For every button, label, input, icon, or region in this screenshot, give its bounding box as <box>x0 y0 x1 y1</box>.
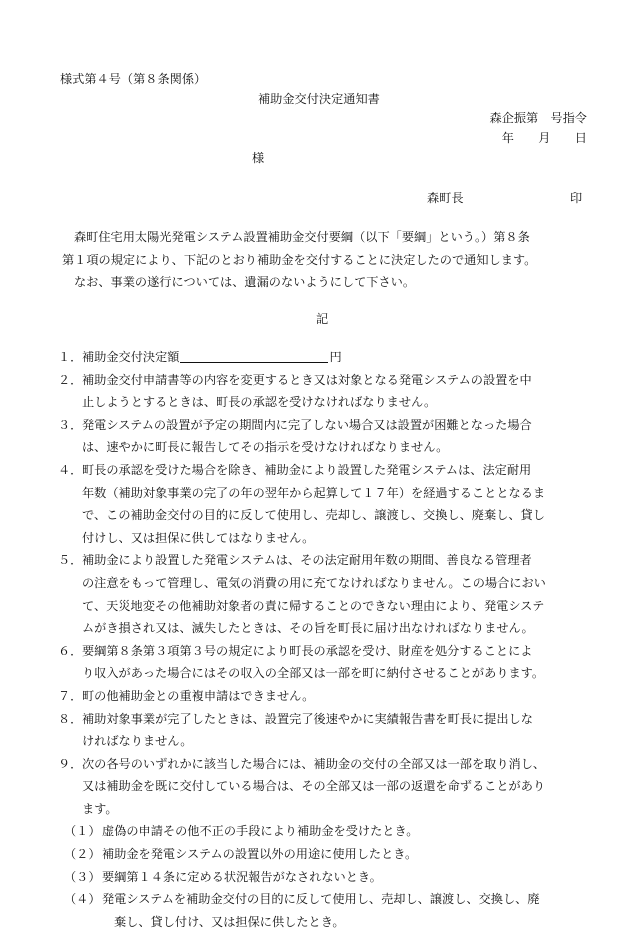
item-text-line: り収入があった場合にはその収入の全部又は一部を町に納付させることがあります。 <box>82 666 545 681</box>
item-text-line: 補助対象事業が完了したときは、設置完了後速やかに実績報告書を町長に提出しな <box>82 711 533 726</box>
amount-label: 補助金交付決定額 <box>82 350 180 364</box>
issuer-name: 森町長 <box>427 191 464 205</box>
item-number: ５． <box>58 553 83 568</box>
sub-item <box>64 843 598 866</box>
item-text-line: 発電システムの設置が予定の期間内に完了しない場合又は設置が困難となった場合 <box>82 417 532 432</box>
list-item <box>58 640 598 685</box>
item-text-line: ムがき損され又は、滅失したときは、その旨を町長に届け出なければなりません。 <box>82 621 534 636</box>
sub-item <box>64 866 598 889</box>
subitems-container <box>64 820 598 933</box>
items-container <box>58 369 598 821</box>
form-number: 様式第４号（第８条関係） <box>60 72 207 86</box>
item-number: ３． <box>58 417 83 432</box>
sub-item-number: （４） <box>64 892 101 907</box>
item-number: ７． <box>58 688 83 703</box>
item-text-line: て、天災地変その他補助対象者の責に帰することのできない理由により、発電システ <box>82 598 545 613</box>
item-text-line: 付けし、又は担保に供してはなりません。 <box>82 530 315 545</box>
item-number: ９． <box>58 756 83 771</box>
addressee-suffix: 様 <box>252 151 265 165</box>
item-number: １． <box>58 350 83 364</box>
item-number: ６． <box>58 643 83 658</box>
list-item <box>58 459 598 549</box>
ki-heading: 記 <box>316 312 329 326</box>
item-number: ４． <box>58 462 83 477</box>
list-item <box>58 753 598 821</box>
sub-item-text-line: 発電システムを補助金交付の目的に反して使用し、売却し、譲渡し、交換し、廃 <box>102 892 540 907</box>
amount-blank <box>180 349 328 363</box>
conditions-list <box>58 346 598 933</box>
document-title: 補助金交付決定通知書 <box>258 92 380 106</box>
sub-item-number: （３） <box>64 869 101 884</box>
item-text-line: で、この補助金交付の目的に反して使用し、売却し、譲渡し、交換し、廃棄し、貸し <box>82 508 545 523</box>
sub-item <box>64 888 598 933</box>
item-text-line: 年数（補助対象事業の完了の年の翌年から起算して１７年）を経過することとなるま <box>82 485 546 500</box>
item-text-line: 町長の承認を受けた場合を除き、補助金により設置した発電システムは、法定耐用 <box>82 462 532 477</box>
item-number: ８． <box>58 711 83 726</box>
list-item <box>58 708 598 753</box>
list-item <box>58 346 598 369</box>
sub-item-text-line: 棄し、貸し付け、又は担保に供したとき。 <box>114 914 345 929</box>
item-text-line: ます。 <box>82 801 118 816</box>
intro-line: 森町住宅用太陽光発電システム設置補助金交付要綱（以下「要綱」という。）第８条 <box>74 230 530 244</box>
document-number: 森企振第 号指令 <box>489 111 587 125</box>
list-item <box>58 369 598 414</box>
sub-item-text-line: 虚偽の申請その他不正の手段により補助金を受けたとき。 <box>102 824 419 839</box>
item-text-line: 補助金により設置した発電システムは、その法定耐用年数の期間、善良なる管理者 <box>82 553 532 568</box>
item-text-line: 要綱第８条第３項第３号の規定により町長の承認を受け、財産を処分することによ <box>82 643 533 658</box>
intro-line: なお、事業の遂行については、遺漏のないようにして下さい。 <box>74 275 416 290</box>
sub-item-number: （１） <box>64 824 101 839</box>
list-item <box>58 549 598 639</box>
list-item <box>58 685 598 708</box>
item-text-line: 次の各号のいずれかに該当した場合には、補助金の交付の全部又は一部を取り消し、 <box>82 756 546 771</box>
sub-item-text-line: 補助金を発電システムの設置以外の用途に使用したとき。 <box>102 847 418 862</box>
intro-paragraph <box>62 226 592 294</box>
item-text-line: 町の他補助金との重複申請はできません。 <box>82 688 315 703</box>
list-item <box>58 414 598 459</box>
sub-item-number: （２） <box>64 847 101 862</box>
item-text-line: は、速やかに町長に報告してその指示を受けなければなりません。 <box>82 440 449 455</box>
sub-item-text-line: 要綱第１４条に定める状況報告がなされないとき。 <box>102 869 382 884</box>
item-text-line: ければなりません。 <box>82 734 193 749</box>
document-date: 年 月 日 <box>501 131 587 145</box>
amount-unit: 円 <box>329 350 342 364</box>
item-text-line: 又は補助金を既に交付している場合は、その全部又は一部の返還を命ずることがあり <box>82 779 546 794</box>
seal-mark: 印 <box>570 191 583 205</box>
intro-line: 第１項の規定により、下記のとおり補助金を交付することに決定したので通知します。 <box>62 252 537 267</box>
item-text-line: 補助金交付申請書等の内容を変更するとき又は対象となる発電システムの設置を中 <box>82 372 532 387</box>
sub-item <box>64 820 598 843</box>
item-text-line: 止しようとするときは、町長の承認を受けなければなりません。 <box>82 395 437 410</box>
item-text-line: の注意をもって管理し、電気の消費の用に充てなければなりません。この場合におい <box>82 575 546 590</box>
item-number: ２． <box>58 372 83 387</box>
